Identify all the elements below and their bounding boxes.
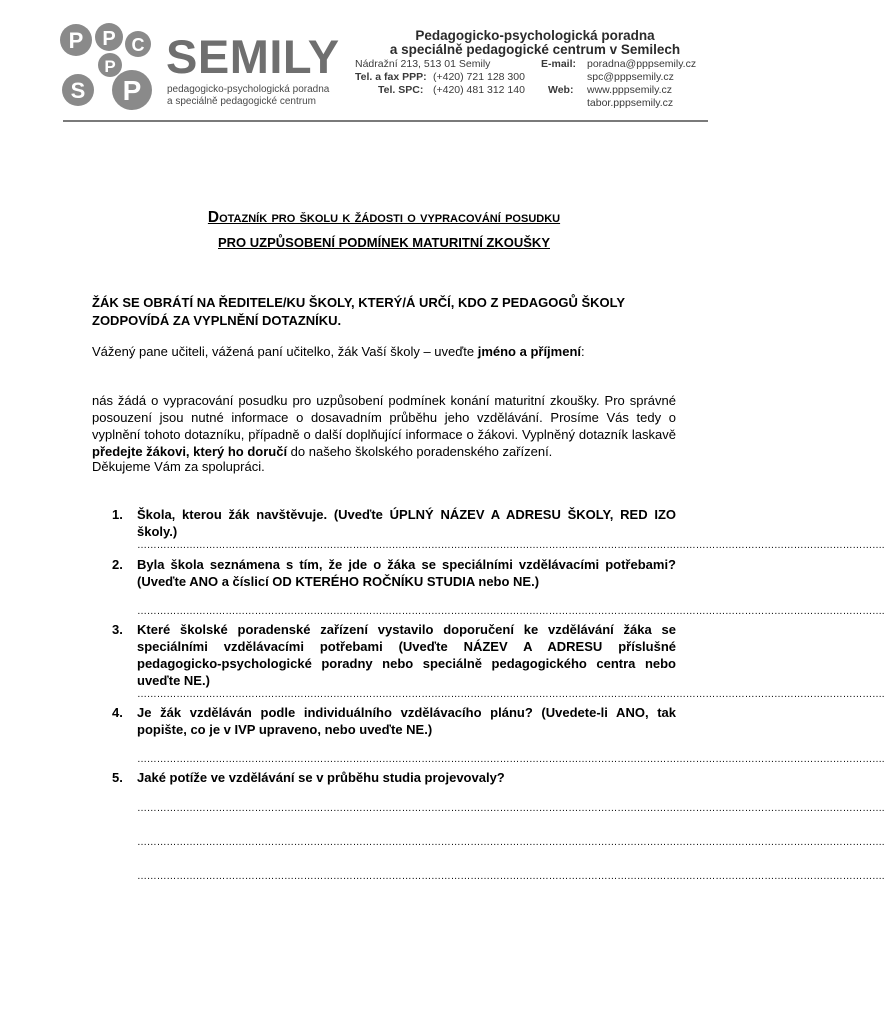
document-title bbox=[0, 210, 768, 226]
intro-text: nás žádá o vypracování posudku pro uzpůsobení podmínek konání maturitní zkoušky. Pro správné posouzení jsou nutné informace o dosavadním průběhu jeho vzdělávání. Prosíme Vás tedy o vyplnění tohoto dotazníku, případně o další doplňující informace o žákovi. Vyplněný dotazník laskavě bbox=[92, 393, 676, 442]
caps-notice: ŽÁK SE OBRÁTÍ NA ŘEDITELE/KU ŠKOLY, KTERÝ/Á URČÍ, KDO Z PEDAGOGŮ ŠKOLY ZODPOVÍDÁ ZA VYPLNĚNÍ DOTAZNÍKU. bbox=[92, 295, 625, 328]
phone-spc-label: Tel. SPC: bbox=[378, 84, 424, 96]
question-text: Byla škola seznámena s tím, že jde o žáka se speciálními vzdělávacími potřebami? (Uveďte ANO a číslicí OD KTERÉHO ROČNÍKU STUDIA nebo NE.) bbox=[137, 557, 676, 589]
address: Nádražní 213, 513 01 Semily bbox=[355, 58, 491, 70]
logo-letter: P bbox=[122, 75, 142, 106]
logo-letter: P bbox=[68, 28, 84, 53]
question-text: Je žák vzděláván podle individuálního vzdělávacího plánu? (Uvedete-li ANO, tak popište, co je v IVP upraveno, nebo uveďte NE.) bbox=[137, 705, 676, 737]
web-link[interactable]: www.pppsemily.cz bbox=[587, 84, 672, 96]
intro-text-end: do našeho školského poradenského zařízení. bbox=[287, 444, 553, 459]
brand-name: SEMILY bbox=[166, 30, 340, 83]
question-number: 2. bbox=[112, 557, 123, 572]
email-link[interactable]: poradna@pppsemily.cz bbox=[587, 58, 697, 70]
answer-line[interactable]: …………………………………………………………………………………………………………………………………………………………………………………………………………. bbox=[137, 871, 884, 882]
intro-paragraph bbox=[92, 392, 676, 460]
greeting-bold: jméno a příjmení bbox=[477, 344, 582, 359]
web-link[interactable]: tabor.pppsemily.cz bbox=[587, 97, 674, 109]
intro-bold: předejte žákovi, který ho doručí bbox=[92, 444, 288, 459]
logo-letter: P bbox=[104, 57, 116, 76]
web-label: Web: bbox=[548, 84, 574, 96]
thanks-text: Děkujeme Vám za spolupráci. bbox=[92, 459, 265, 474]
email-link[interactable]: spc@pppsemily.cz bbox=[587, 71, 674, 83]
phone-ppp-label: Tel. a fax PPP: bbox=[355, 71, 427, 83]
brand-subtitle: pedagogicko-psychologická poradna bbox=[167, 84, 330, 95]
document-title-line1: Dotazník pro školu k žádosti o vypracování posudku bbox=[207, 209, 561, 226]
question-text: Které školské poradenské zařízení vystavilo doporučení ke vzdělávání žáka se speciálními vzdělávacími potřebami (Uveďte NÁZEV A ADRESU příslušné pedagogicko-psychologické poradny nebo speciálně pedagogického centra nebo uveďte NE.) bbox=[137, 622, 676, 688]
question-number: 3. bbox=[112, 622, 123, 637]
question-text: Škola, kterou žák navštěvuje. (Uveďte ÚPLNÝ NÁZEV A ADRESU ŠKOLY, RED IZO školy.) bbox=[137, 507, 676, 539]
document-subtitle bbox=[0, 236, 768, 249]
question-text: Jaké potíže ve vzdělávání se v průběhu studia projevovaly? bbox=[137, 770, 505, 785]
phone-ppp: (+420) 721 128 300 bbox=[433, 71, 525, 83]
answer-line[interactable]: …………………………………………………………………………………………………………………………………………………………………………………………………………. bbox=[137, 837, 884, 848]
logo-letter: P bbox=[102, 28, 116, 50]
logo-letter: C bbox=[131, 35, 145, 55]
answer-line[interactable]: …………………………………………………………………………………………………………………………………………………………………………………………………………. bbox=[137, 803, 884, 814]
header-divider bbox=[63, 120, 708, 122]
institution-name: Pedagogicko-psychologická poradna bbox=[415, 28, 655, 43]
ppp-semily-logo bbox=[58, 20, 158, 115]
logo-letter: S bbox=[70, 78, 86, 103]
answer-line[interactable]: …………………………………………………………………………………………………………………………………………………………………………………………………………. bbox=[137, 754, 884, 765]
answer-line[interactable]: …………………………………………………………………………………………………………………………………………………………………………………………………………. bbox=[137, 689, 884, 700]
brand-subtitle: a speciálně pedagogické centrum bbox=[167, 96, 316, 107]
greeting bbox=[92, 344, 585, 360]
institution-name: a speciálně pedagogické centrum v Semilech bbox=[389, 42, 681, 57]
document-title-line2: PRO UZPŮSOBENÍ PODMÍNEK MATURITNÍ ZKOUŠKY bbox=[218, 235, 550, 250]
greeting-text: Vážený pane učiteli, vážená paní učitelko, žák Vaší školy – uveďte bbox=[92, 344, 478, 359]
question-number: 5. bbox=[112, 770, 123, 785]
question-number: 1. bbox=[112, 507, 123, 522]
email-label: E-mail: bbox=[541, 58, 577, 70]
answer-line[interactable]: …………………………………………………………………………………………………………………………………………………………………………………………………………. bbox=[137, 606, 884, 617]
phone-spc: (+420) 481 312 140 bbox=[433, 84, 525, 96]
question-number: 4. bbox=[112, 705, 123, 720]
greeting-end: : bbox=[581, 344, 585, 359]
answer-line[interactable]: …………………………………………………………………………………………………………………………………………………………………………………………………………. bbox=[137, 540, 884, 551]
